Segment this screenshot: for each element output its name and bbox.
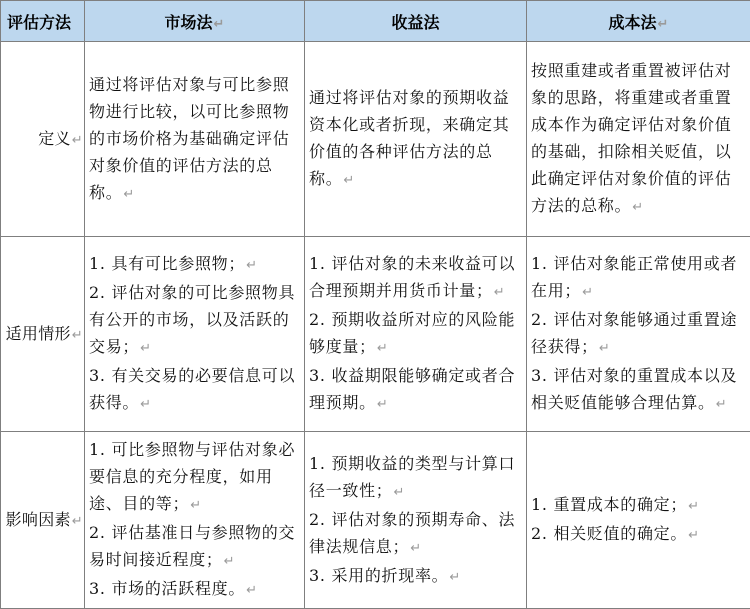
paragraph-mark-icon: ↵ [688, 499, 700, 514]
paragraph-mark-icon: ↵ [658, 17, 669, 32]
cell-line: 通过将评估对象与可比参照物进行比较，以可比参照物的市场价格为基础确定评估对象价值的评估方法的总称。↵ [89, 71, 298, 208]
paragraph-mark-icon: ↵ [599, 341, 611, 356]
cell-definition-income [305, 42, 527, 237]
header-cost-approach: 成本法↵ [527, 1, 750, 42]
paragraph-mark-icon: ↵ [494, 285, 506, 300]
paragraph-mark-icon: ↵ [394, 485, 406, 500]
paragraph-mark-icon: ↵ [410, 541, 422, 556]
cell-line: 通过将评估对象的预期收益资本化或者折现，来确定其价值的各种评估方法的总称。↵ [309, 84, 520, 194]
paragraph-mark-icon: ↵ [214, 17, 225, 32]
cell-influencing-factors-market [85, 432, 305, 609]
cell-line: 1. 评估对象能正常使用或者在用；↵ [531, 250, 744, 306]
cell-line: 2. 评估对象能够通过重置途径获得；↵ [531, 306, 744, 362]
cell-line: 3. 评估对象的重置成本以及相关贬值能够合理估算。↵ [531, 362, 744, 418]
paragraph-mark-icon: ↵ [140, 341, 152, 356]
paragraph-mark-icon: ↵ [190, 498, 202, 513]
table-row-influencing-factors [1, 432, 750, 609]
paragraph-mark-icon: ↵ [688, 528, 700, 543]
cell-line: 3. 收益期限能够确定或者合理预期。↵ [309, 362, 520, 418]
paragraph-mark-icon: ↵ [377, 341, 389, 356]
cell-line: 2. 评估对象的可比参照物具有公开的市场，以及活跃的交易；↵ [89, 279, 298, 362]
paragraph-mark-icon: ↵ [246, 258, 258, 273]
cell-line: 1. 可比参照物与评估对象必要信息的充分程度，如用途、目的等；↵ [89, 436, 298, 519]
table-row-definition [1, 42, 750, 237]
paragraph-mark-icon: ↵ [72, 133, 83, 148]
paragraph-mark-icon: ↵ [246, 583, 258, 598]
paragraph-mark-icon: ↵ [140, 397, 152, 412]
row-label-influencing-factors: 影响因素↵ [1, 432, 85, 609]
paragraph-mark-icon: ↵ [582, 285, 594, 300]
cell-influencing-factors-cost [527, 432, 750, 609]
cell-line: 1. 重置成本的确定；↵ [531, 491, 744, 520]
cell-applicable-conditions-market [85, 237, 305, 432]
cell-line: 1. 具有可比参照物；↵ [89, 250, 298, 279]
cell-applicable-conditions-cost [527, 237, 750, 432]
row-label-definition: 定义↵ [1, 42, 85, 237]
paragraph-mark-icon: ↵ [449, 570, 461, 585]
paragraph-mark-icon: ↵ [72, 514, 83, 529]
cell-line: 1. 评估对象的未来收益可以合理预期并用货币计量；↵ [309, 250, 520, 306]
row-label-applicable-conditions: 适用情形↵ [1, 237, 85, 432]
paragraph-mark-icon: ↵ [224, 554, 236, 569]
paragraph-mark-icon: ↵ [123, 187, 135, 202]
table-row-applicable-conditions [1, 237, 750, 432]
cell-influencing-factors-income [305, 432, 527, 609]
paragraph-mark-icon: ↵ [72, 328, 83, 343]
cell-line: 2. 评估基准日与参照物的交易时间接近程度；↵ [89, 519, 298, 575]
paragraph-mark-icon: ↵ [632, 200, 644, 215]
cell-line: 3. 有关交易的必要信息可以获得。↵ [89, 362, 298, 418]
cell-line: 3. 市场的活跃程度。↵ [89, 575, 298, 604]
header-method: 评估方法 [1, 1, 85, 42]
cell-line: 2. 评估对象的预期寿命、法律法规信息；↵ [309, 506, 520, 562]
paragraph-mark-icon: ↵ [716, 397, 728, 412]
cell-definition-cost [527, 42, 750, 237]
header-row [1, 1, 750, 42]
cell-line: 按照重建或者重置被评估对象的思路，将重建或者重置成本作为确定评估对象价值的基础，扣除相关贬值，以此确定评估对象价值的评估方法的总称。↵ [531, 57, 744, 221]
header-income-approach: 收益法 [305, 1, 527, 42]
paragraph-mark-icon: ↵ [343, 173, 355, 188]
cell-line: 3. 采用的折现率。↵ [309, 562, 520, 591]
cell-line: 1. 预期收益的类型与计算口径一致性；↵ [309, 450, 520, 506]
cell-definition-market [85, 42, 305, 237]
header-market-approach: 市场法↵ [85, 1, 305, 42]
paragraph-mark-icon: ↵ [377, 397, 389, 412]
cell-applicable-conditions-income [305, 237, 527, 432]
cell-line: 2. 相关贬值的确定。↵ [531, 520, 744, 549]
cell-line: 2. 预期收益所对应的风险能够度量；↵ [309, 306, 520, 362]
